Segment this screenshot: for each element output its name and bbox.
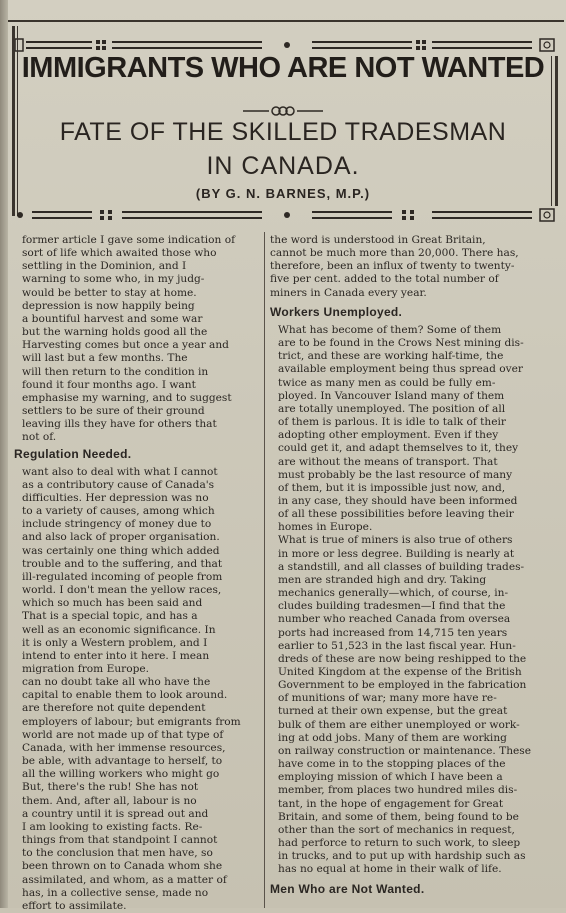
text-line: available employment being thus spread over bbox=[278, 363, 523, 376]
text-line: trict, and these are working half-time, the bbox=[278, 350, 504, 363]
left-column bbox=[14, 234, 258, 913]
text-line: former article I gave some indication of bbox=[22, 234, 236, 246]
text-line: What has become of them? Some of them bbox=[278, 323, 502, 336]
text-line: it is only a Western problem, and I bbox=[22, 636, 208, 649]
text-line: leaving ills they have for others that bbox=[22, 418, 217, 431]
text-line: world are not made up of that type of bbox=[22, 728, 224, 741]
text-line: a bountiful harvest and some war bbox=[22, 312, 203, 325]
subheading-line-2: IN CANADA. bbox=[206, 152, 360, 180]
text-line: can no doubt take all who have the bbox=[22, 676, 211, 689]
text-line: That is a special topic, and has a bbox=[22, 610, 198, 623]
text-line: not of. bbox=[22, 431, 57, 444]
text-line: world. I don't mean the yellow races, bbox=[22, 584, 222, 597]
right-column bbox=[270, 234, 560, 901]
text-line: But, there's the rub! She has not bbox=[22, 781, 199, 794]
text-line: therefore, been an influx of twenty to twenty- bbox=[270, 260, 515, 273]
text-line: will then return to the condition in bbox=[22, 365, 209, 378]
text-line: be able, with advantage to herself, to bbox=[22, 755, 223, 768]
text-line: other than the sort of mechanics in request, bbox=[278, 823, 515, 836]
text-line: ing at odd jobs. Many of them are working bbox=[278, 731, 507, 744]
byline: (BY G. N. BARNES, M.P.) bbox=[195, 186, 371, 201]
text-line: Canada, with her immense resources, bbox=[22, 741, 226, 754]
text-line: emphasise my warning, and to suggest bbox=[22, 391, 232, 404]
text-line: are totally unemployed. The position of all bbox=[278, 402, 506, 415]
text-line: must probably be the last resource of many bbox=[278, 468, 513, 481]
text-line: miners in Canada every year. bbox=[270, 286, 427, 299]
headline: IMMIGRANTS WHO ARE NOT WANTED bbox=[21, 52, 545, 84]
ornamental-rule-top bbox=[12, 38, 562, 52]
ornamental-rule-bottom bbox=[12, 208, 562, 222]
text-line: ill-regulated incoming of people from bbox=[22, 570, 223, 583]
text-line: are therefore not quite dependent bbox=[22, 702, 206, 715]
paragraph-unemployed bbox=[270, 324, 560, 535]
text-line: them. And, after all, labour is no bbox=[22, 794, 197, 807]
text-line: Harvesting comes but once a year and bbox=[22, 339, 229, 352]
text-line: things from that standpoint I cannot bbox=[22, 834, 218, 847]
text-line: men are stranded high and dry. Taking bbox=[278, 573, 487, 586]
text-line: of munitions of war; many more have re- bbox=[278, 692, 497, 705]
text-line: twice as many men as could be fully em- bbox=[278, 376, 496, 389]
text-line: bulk of them are either unemployed or work- bbox=[278, 718, 520, 731]
text-line: employing mission of which I have been a bbox=[278, 771, 503, 784]
text-line: to the conclusion that men have, so bbox=[22, 847, 213, 860]
text-line: dreds of these are now being reshipped to the bbox=[278, 652, 527, 665]
text-line: effort to assimilate. bbox=[22, 899, 127, 912]
column-divider bbox=[264, 232, 265, 908]
section-heading-workers: Workers Unemployed. bbox=[270, 304, 403, 319]
text-line: had perforce to return to such work, to sleep bbox=[278, 837, 521, 850]
text-line: cannot be much more than 20,000. There has, bbox=[270, 247, 519, 260]
top-rule bbox=[8, 20, 564, 22]
text-line: settling in the Dominion, and I bbox=[22, 260, 187, 273]
text-line: five per cent. added to the total number of bbox=[270, 273, 499, 286]
text-line: Government to be employed in the fabrication bbox=[278, 679, 527, 692]
text-line: well as an economic significance. In bbox=[22, 623, 216, 636]
text-line: was certainly one thing which added bbox=[22, 544, 220, 557]
text-line: number who reached Canada from oversea bbox=[278, 613, 511, 626]
text-line: mechanics generally—which, of course, in- bbox=[278, 587, 509, 600]
text-line: assimilated, and whom, as a matter of bbox=[22, 873, 227, 886]
text-line: of all these possibilities before leaving their bbox=[278, 508, 514, 521]
text-line: are without the means of transport. That bbox=[278, 455, 498, 468]
text-line: intend to enter into it here. I mean bbox=[22, 649, 210, 662]
text-line: could get it, and adapt themselves to it, they bbox=[278, 442, 519, 455]
text-line: found it four months ago. I want bbox=[22, 378, 196, 391]
headline-ornament bbox=[243, 104, 323, 118]
text-line: would be better to stay at home. bbox=[22, 286, 197, 299]
text-line: adopting other employment. Even if they bbox=[278, 429, 499, 442]
text-line: will last but a few months. The bbox=[22, 352, 188, 365]
text-line: as a contributory cause of Canada's bbox=[22, 478, 215, 491]
text-line: capital to enable them to look around. bbox=[22, 689, 228, 702]
text-line: member, from places two hundred miles dis- bbox=[278, 784, 518, 797]
text-line: all the willing workers who might go bbox=[22, 768, 220, 781]
text-line: the word is understood in Great Britain, bbox=[270, 234, 486, 246]
text-line: difficulties. Her depression was no bbox=[22, 491, 209, 504]
text-line: ports had increased from 14,715 ten years bbox=[278, 626, 508, 639]
text-line: are to be found in the Crows Nest mining dis- bbox=[278, 337, 524, 350]
text-line: a standstill, and all classes of building trades- bbox=[278, 560, 525, 573]
text-line: settlers to be sure of their ground bbox=[22, 405, 205, 418]
text-line: want also to deal with what I cannot bbox=[22, 465, 218, 478]
text-line: has, in a collective sense, made no bbox=[22, 886, 209, 899]
text-line: employers of labour; but emigrants from bbox=[22, 715, 241, 728]
text-line: depression is now happily being bbox=[22, 299, 195, 312]
text-line: United Kingdom at the expense of the British bbox=[278, 666, 522, 678]
section-heading-regulation: Regulation Needed. bbox=[14, 446, 132, 461]
text-line: migration from Europe. bbox=[22, 663, 150, 675]
text-line: of them is parlous. It is idle to talk of their bbox=[278, 416, 506, 429]
text-line: in any case, they should have been informed bbox=[278, 494, 518, 507]
text-line: warning to some who, in my judg- bbox=[22, 273, 205, 286]
text-line: trouble and to the suffering, and that bbox=[22, 557, 223, 570]
text-line: which so much has been said and bbox=[22, 597, 203, 610]
text-line: has no equal at home in their walk of life. bbox=[278, 863, 502, 876]
section-heading-not-wanted: Men Who are Not Wanted. bbox=[270, 881, 425, 896]
text-line: include stringency of money due to bbox=[22, 518, 212, 531]
paragraph-regulation bbox=[14, 466, 258, 913]
paragraph-other-trades bbox=[270, 534, 560, 876]
text-line: a country until it is spread out and bbox=[22, 807, 209, 820]
text-line: been thrown on to Canada whom she bbox=[22, 860, 223, 873]
text-line: earlier to 51,523 in the last fiscal year. Hun- bbox=[278, 639, 516, 652]
text-line: cludes building tradesmen—I find that the bbox=[278, 600, 506, 613]
text-line: of them, but it is impossible just now, and, bbox=[278, 481, 506, 494]
text-line: in more or less degree. Building is nearly at bbox=[278, 547, 515, 560]
text-line: to a variety of causes, among which bbox=[22, 505, 215, 518]
text-line: in trucks, and to put up with hardship such as bbox=[278, 850, 526, 863]
text-line: and also lack of proper organisation. bbox=[22, 531, 220, 544]
paragraph-intro bbox=[14, 234, 258, 445]
text-line: sort of life which awaited those who bbox=[22, 247, 217, 260]
subheading-line-1: FATE OF THE SKILLED TRADESMAN bbox=[59, 118, 507, 146]
text-line: have come in to the stopping places of the bbox=[278, 758, 506, 771]
text-line: on railway construction or maintenance. These bbox=[278, 744, 531, 757]
text-line: but the warning holds good all the bbox=[22, 326, 208, 339]
text-line: homes in Europe. bbox=[278, 521, 373, 534]
text-line: tant, in the hope of engagement for Great bbox=[278, 797, 504, 810]
text-line: Britain, and some of them, being found to be bbox=[278, 810, 519, 823]
text-line: turned at their own expense, but the great bbox=[278, 705, 508, 718]
text-line: I am looking to existing facts. Re- bbox=[22, 820, 203, 833]
text-line: What is true of miners is also true of others bbox=[278, 534, 513, 547]
text-line: ployed. In Vancouver Island many of them bbox=[278, 389, 505, 402]
paragraph-miners-count bbox=[270, 234, 560, 300]
